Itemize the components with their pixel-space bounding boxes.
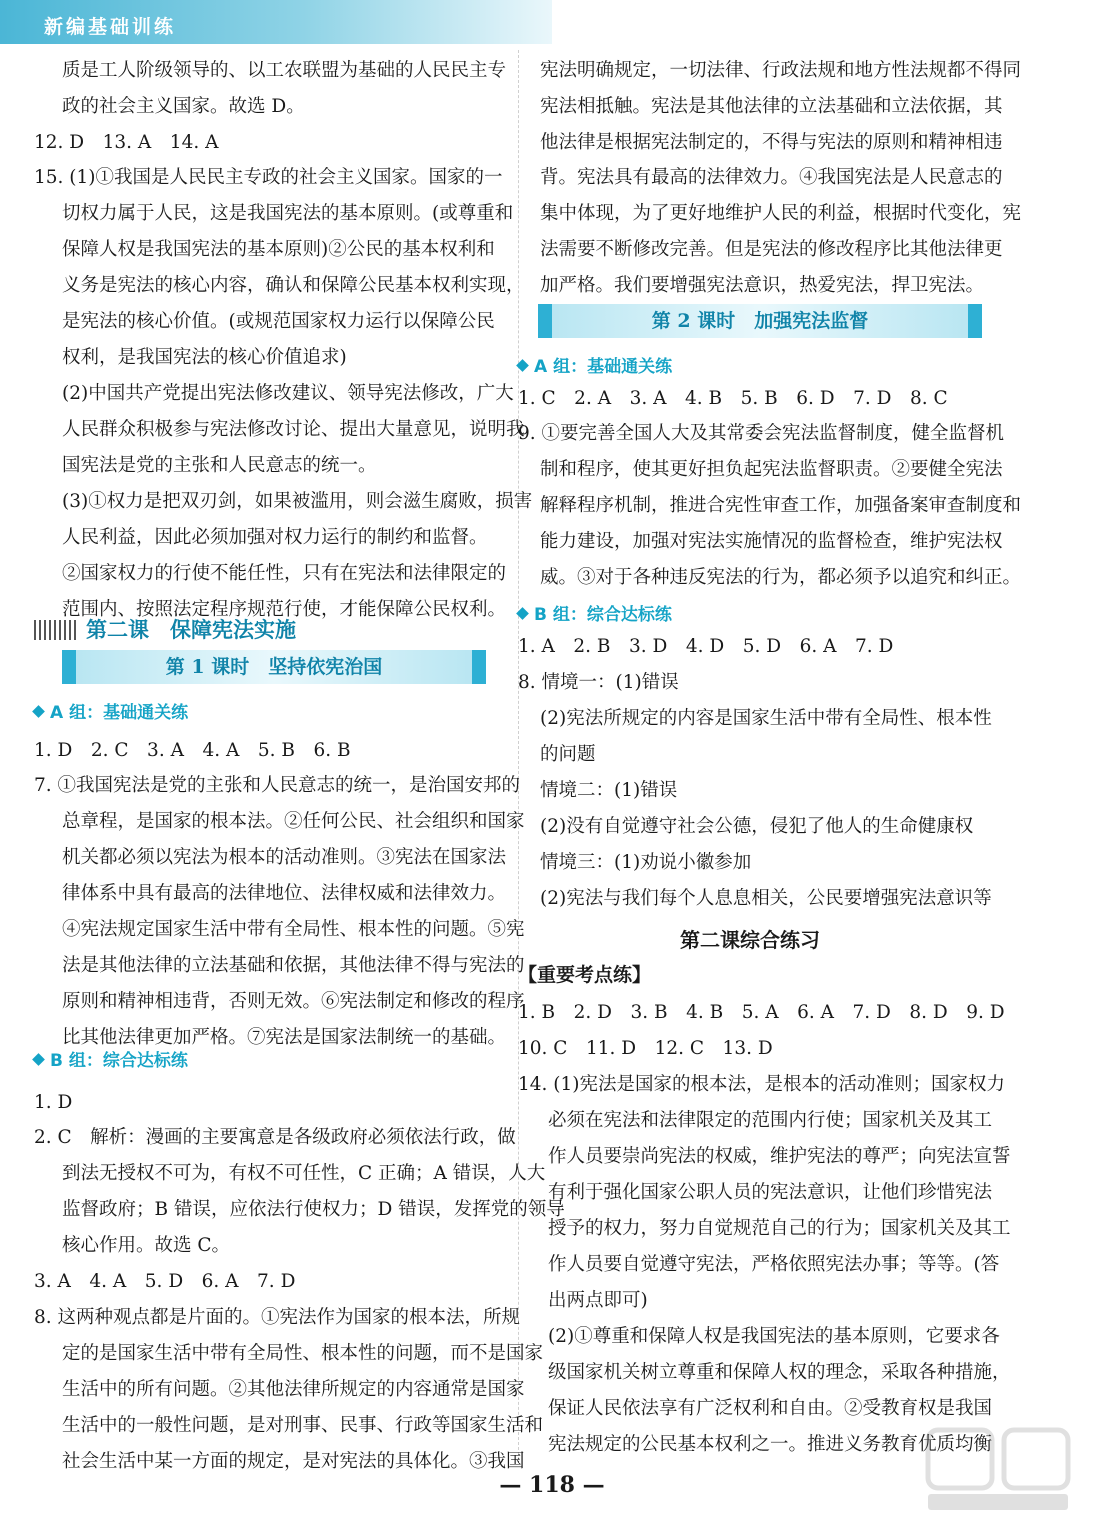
text-line: 权利，是我国宪法的核心价值追求)	[62, 347, 347, 368]
text-line: 能力建设，加强对宪法实施情况的监督检查，维护宪法权	[540, 531, 1003, 552]
text-line: 7. ①我国宪法是党的主张和人民意志的统一，是治国安邦的	[34, 775, 521, 796]
group-b-label-left: B 组：综合达标练	[34, 1046, 188, 1071]
text-line: (3)①权力是把双刃剑，如果被滥用，则会滋生腐败，损害	[62, 491, 533, 512]
text-line: (2)没有自觉遵守社会公德，侵犯了他人的生命健康权	[540, 816, 974, 837]
text-line: 威。③对于各种违反宪法的行为，都必须予以追究和纠正。	[540, 567, 1022, 588]
text-line: 政的社会主义国家。故选 D。	[62, 96, 305, 117]
text-line: 社会生活中某一方面的规定，是对宪法的具体化。③我国	[62, 1451, 525, 1472]
text-line: 比其他法律更加严格。⑦宪法是国家法制统一的基础。	[62, 1027, 507, 1048]
text-line: 宪法规定的公民基本权利之一。推进义务教育优质均衡	[548, 1434, 993, 1455]
text-line: 国宪法是党的主张和人民意志的统一。	[62, 455, 377, 476]
text-line: 级国家机关树立尊重和保障人权的理念，采取各种措施，	[548, 1362, 1011, 1383]
text-line: 3. A 4. A 5. D 6. A 7. D	[34, 1271, 296, 1292]
text-line: 9. ①要完善全国人大及其常委会宪法监督制度，健全监督机	[518, 423, 1005, 444]
header-title: 新编基础训练	[44, 16, 177, 38]
watermark-logo-icon	[924, 1424, 1074, 1514]
text-line: 作人员要崇尚宪法的权威，维护宪法的尊严；向宪法宣誓	[548, 1146, 1011, 1167]
lesson-title: 第二课 保障宪法实施	[34, 614, 296, 644]
text-line: 背。宪法具有最高的法律效力。④我国宪法是人民意志的	[540, 167, 1003, 188]
text-line: 原则和精神相违背，否则无效。⑥宪法制定和修改的程序	[62, 991, 525, 1012]
text-line: 的问题	[540, 744, 596, 765]
text-line: 他法律是根据宪法制定的，不得与宪法的原则和精神相违	[540, 132, 1003, 153]
text-line: 宪法明确规定，一切法律、行政法规和地方性法规都不得同	[540, 60, 1022, 81]
text-line: 人民群众积极参与宪法修改讨论、提出大量意见，说明我	[62, 419, 525, 440]
text-line: 必须在宪法和法律限定的范围内行使；国家机关及其工	[548, 1110, 993, 1131]
text-line: 出两点即可)	[548, 1290, 648, 1311]
text-line: 10. C 11. D 12. C 13. D	[518, 1038, 773, 1059]
diamond-icon	[516, 607, 529, 620]
text-line: (2)宪法与我们每个人息息相关，公民要增强宪法意识等	[540, 888, 992, 909]
banner-lesson2: 第 2 课时 加强宪法监督	[538, 304, 982, 338]
banner-lesson1: 第 1 课时 坚持依宪治国	[62, 650, 486, 684]
text-line: 15. (1)①我国是人民民主专政的社会主义国家。国家的一	[34, 167, 503, 188]
text-line: 集中体现，为了更好地维护人民的利益，根据时代变化，宪	[540, 203, 1022, 224]
text-line: 核心作用。故选 C。	[62, 1235, 231, 1256]
text-line: 8. 这两种观点都是片面的。①宪法作为国家的根本法，所规	[34, 1307, 521, 1328]
text-line: ④宪法规定国家生活中带有全局性、根本性的问题。⑤宪	[62, 919, 525, 940]
text-line: 律体系中具有最高的法律地位、法律权威和法律效力。	[62, 883, 507, 904]
text-line: 12. D 13. A 14. A	[34, 132, 219, 153]
text-line: 是宪法的核心价值。(或规范国家权力运行以保障公民	[62, 311, 495, 332]
text-line: 义务是宪法的核心内容，确认和保障公民基本权利实现，	[62, 275, 525, 296]
text-line: 8. 情境一：(1)错误	[518, 672, 679, 693]
text-line: 切权力属于人民，这是我国宪法的基本原则。(或尊重和	[62, 203, 514, 224]
text-line: 范围内、按照法定程序规范行使，才能保障公民权利。	[62, 599, 507, 620]
text-line: 作人员要自觉遵守宪法，严格依照宪法办事；等等。(答	[548, 1254, 1000, 1275]
text-line: 生活中的所有问题。②其他法律所规定的内容通常是国家	[62, 1379, 525, 1400]
text-line: (2)宪法所规定的内容是国家生活中带有全局性、根本性	[540, 708, 992, 729]
key-points-title: 【重要考点练】	[518, 964, 652, 986]
text-line: 宪法相抵触。宪法是其他法律的立法基础和立法依据，其	[540, 96, 1003, 117]
group-b-label-right: B 组：综合达标练	[518, 600, 672, 625]
text-line: 质是工人阶级领导的、以工农联盟为基础的人民民主专	[62, 60, 507, 81]
group-a-label-right: A 组：基础通关练	[518, 352, 672, 377]
page-number: — 118 —	[499, 1472, 605, 1498]
text-line: 定的是国家生活中带有全局性、根本性的问题，而不是国家	[62, 1343, 544, 1364]
text-line: 情境二：(1)错误	[540, 780, 678, 801]
text-line: 1. D	[34, 1092, 73, 1113]
text-line: (2)中国共产党提出宪法修改建议、领导宪法修改，广大	[62, 383, 514, 404]
text-line: 情境三：(1)劝说小徽参加	[540, 852, 752, 873]
diamond-icon	[516, 359, 529, 372]
text-line: 生活中的一般性问题，是对刑事、民事、行政等国家生活和	[62, 1415, 544, 1436]
bars-icon	[34, 620, 76, 640]
text-line: 14. (1)宪法是国家的根本法，是根本的活动准则；国家权力	[518, 1074, 1006, 1095]
text-line: 1. A 2. B 3. D 4. D 5. D 6. A 7. D	[518, 636, 894, 657]
text-line: 1. D 2. C 3. A 4. A 5. B 6. B	[34, 740, 351, 761]
text-line: 有利于强化国家公职人员的宪法意识，让他们珍惜宪法	[548, 1182, 993, 1203]
text-line: 1. C 2. A 3. A 4. B 5. B 6. D 7. D 8. C	[518, 388, 948, 409]
text-line: 法需要不断修改完善。但是宪法的修改程序比其他法律更	[540, 239, 1003, 260]
text-line: 保障人权是我国宪法的基本原则)②公民的基本权利和	[62, 239, 495, 260]
text-line: 加严格。我们要增强宪法意识，热爱宪法，捍卫宪法。	[540, 275, 985, 296]
text-line: 制和程序，使其更好担负起宪法监督职责。②要健全宪法	[540, 459, 1003, 480]
text-line: 保证人民依法享有广泛权利和自由。②受教育权是我国	[548, 1398, 993, 1419]
group-a-label-left: A 组：基础通关练	[34, 698, 188, 723]
text-line: 监督政府；B 错误，应依法行使权力；D 错误，发挥党的领导	[62, 1199, 565, 1220]
text-line: (2)①尊重和保障人权是我国宪法的基本原则，它要求各	[548, 1326, 1000, 1347]
text-line: 2. C 解析：漫画的主要寓意是各级政府必须依法行政，做	[34, 1127, 516, 1148]
diamond-icon	[32, 705, 45, 718]
text-line: 总章程，是国家的根本法。②任何公民、社会组织和国家	[62, 811, 525, 832]
text-line: 法是其他法律的立法基础和依据，其他法律不得与宪法的	[62, 955, 525, 976]
text-line: 到法无授权不可为，有权不可任性，C 正确；A 错误，人大	[62, 1163, 546, 1184]
text-line: ②国家权力的行使不能任性，只有在宪法和法律限定的	[62, 563, 507, 584]
section-title: 第二课综合练习	[680, 928, 820, 952]
text-line: 机关都必须以宪法为根本的活动准则。③宪法在国家法	[62, 847, 507, 868]
diamond-icon	[32, 1053, 45, 1066]
text-line: 1. B 2. D 3. B 4. B 5. A 6. A 7. D 8. D 9. D	[518, 1002, 1005, 1023]
text-line: 解释程序机制，推进合宪性审查工作，加强备案审查制度和	[540, 495, 1022, 516]
text-line: 授予的权力，努力自觉规范自己的行为；国家机关及其工	[548, 1218, 1011, 1239]
text-line: 人民利益，因此必须加强对权力运行的制约和监督。	[62, 527, 488, 548]
